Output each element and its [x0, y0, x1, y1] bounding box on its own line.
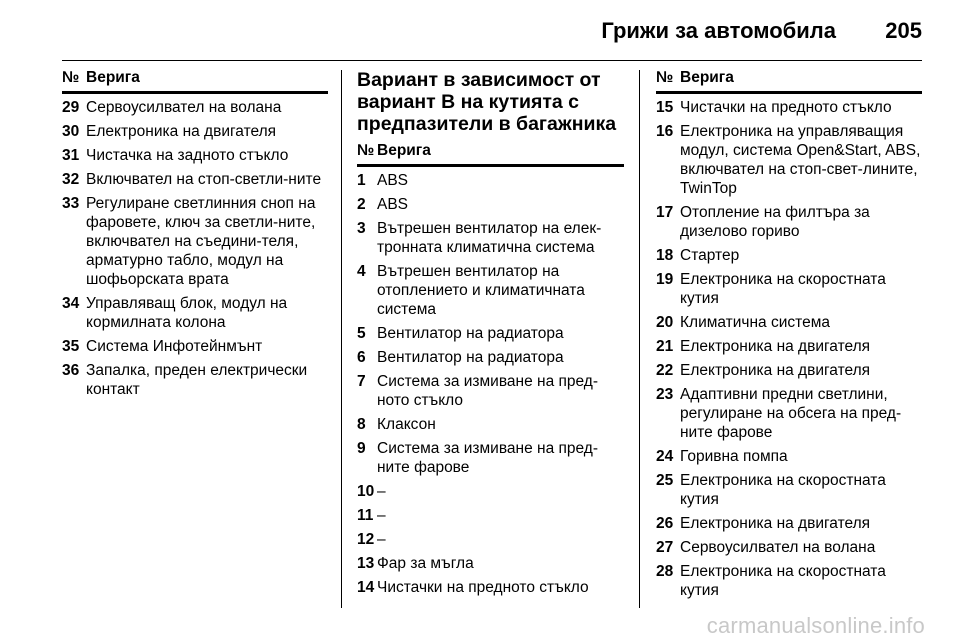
fuse-number: 23: [656, 386, 674, 403]
section-title: Вариант в зависимост от вариант В на кутията с предпазители в багажника: [357, 69, 617, 135]
table-row: [62, 146, 328, 165]
table-row: [656, 122, 922, 198]
table-row: [62, 337, 328, 356]
fuse-number: 19: [656, 271, 674, 288]
header-number: №: [62, 69, 80, 86]
fuse-circuit: Сервоусилвател на волана: [86, 99, 282, 116]
fuse-number: 15: [656, 99, 674, 116]
table-header: [656, 68, 922, 94]
fuse-circuit: Вентилатор на радиатора: [377, 325, 564, 342]
fuse-circuit: Електроника на двигателя: [680, 338, 871, 355]
fuse-number: 12: [357, 531, 375, 548]
fuse-circuit: ABS: [377, 172, 409, 189]
fuse-number: 25: [656, 472, 674, 489]
table-row: [62, 122, 328, 141]
table-body: [62, 98, 328, 399]
fuse-number: 7: [357, 373, 366, 390]
header-circuit: Верига: [86, 69, 140, 86]
fuse-number: 21: [656, 338, 674, 355]
table-row: [357, 372, 624, 410]
fuse-number: 17: [656, 204, 674, 221]
fuse-circuit: Управляващ блок, модул на кормилната колона: [86, 295, 288, 331]
fuse-circuit: Горивна помпа: [680, 448, 788, 465]
table-row: [357, 219, 624, 257]
fuse-number: 26: [656, 515, 674, 532]
table-row: [656, 337, 922, 356]
watermark: carmanualsonline.info: [706, 613, 925, 638]
table-row: [357, 439, 624, 477]
fuse-circuit: Фар за мъгла: [377, 555, 474, 572]
fuse-circuit: Система за измиване на пред-ните фарове: [377, 440, 598, 476]
table-row: [357, 195, 624, 214]
fuse-number: 34: [62, 295, 80, 312]
table-body: [656, 98, 922, 600]
table-row: [656, 514, 922, 533]
fuse-circuit: Система Инфотейнмънт: [86, 338, 263, 355]
fuse-number: 9: [357, 440, 366, 457]
table-row: [656, 538, 922, 557]
fuse-number: 32: [62, 171, 80, 188]
table-row: [656, 385, 922, 442]
fuse-circuit: Електроника на скоростната кутия: [680, 563, 886, 599]
fuse-circuit: Чистачка на задното стъкло: [86, 147, 289, 164]
fuse-number: 31: [62, 147, 80, 164]
table-header: [357, 141, 624, 167]
fuse-circuit: Отопление на филтъра за дизелово гориво: [680, 204, 870, 240]
fuse-circuit: –: [377, 507, 386, 524]
table-row: [656, 361, 922, 380]
fuse-circuit: Включвател на стоп-светли-ните: [86, 171, 322, 188]
fuse-number: 18: [656, 247, 674, 264]
header-number: №: [357, 142, 375, 159]
page-title: Грижи за автомобила: [601, 18, 836, 43]
fuse-number: 29: [62, 99, 80, 116]
fuse-circuit: Регулиране светлинния сноп на фаровете, ключ за светли-ните, включвател на съедини-теля, арматурно табло, модул на шофьорската врата: [86, 195, 316, 288]
fuse-number: 33: [62, 195, 80, 212]
fuse-number: 13: [357, 555, 375, 572]
fuse-number: 27: [656, 539, 674, 556]
fuse-circuit: Електроника на скоростната кутия: [680, 271, 886, 307]
fuse-table-right: [656, 68, 922, 605]
table-row: [357, 171, 624, 190]
fuse-number: 36: [62, 362, 80, 379]
table-row: [656, 203, 922, 241]
fuse-number: 30: [62, 123, 80, 140]
table-row: [656, 313, 922, 332]
fuse-circuit: –: [377, 483, 386, 500]
column-divider: [341, 70, 342, 608]
column-divider: [639, 70, 640, 608]
fuse-number: 14: [357, 579, 375, 596]
fuse-circuit: Чистачки на предното стъкло: [680, 99, 892, 116]
page-header: [62, 12, 922, 61]
fuse-circuit: Вътрешен вентилатор на отоплението и климатичната система: [377, 263, 585, 318]
table-row: [357, 262, 624, 319]
fuse-circuit: Електроника на двигателя: [680, 515, 871, 532]
table-row: [357, 554, 624, 573]
table-row: [357, 482, 624, 501]
fuse-number: 3: [357, 220, 366, 237]
header-circuit: Верига: [680, 69, 734, 86]
table-row: [357, 578, 624, 597]
table-row: [656, 471, 922, 509]
table-row: [656, 562, 922, 600]
fuse-number: 16: [656, 123, 674, 140]
table-row: [62, 361, 328, 399]
fuse-circuit: Електроника на скоростната кутия: [680, 472, 886, 508]
fuse-number: 4: [357, 263, 366, 280]
fuse-number: 10: [357, 483, 375, 500]
table-row: [357, 530, 624, 549]
fuse-number: 24: [656, 448, 674, 465]
fuse-circuit: Клаксон: [377, 416, 436, 433]
fuse-circuit: Вентилатор на радиатора: [377, 349, 564, 366]
table-row: [62, 170, 328, 189]
fuse-number: 28: [656, 563, 674, 580]
fuse-number: 2: [357, 196, 366, 213]
fuse-circuit: Електроника на двигателя: [680, 362, 871, 379]
fuse-circuit: Стартер: [680, 247, 740, 264]
table-row: [656, 447, 922, 466]
fuse-circuit: Система за измиване на пред-ното стъкло: [377, 373, 598, 409]
table-row: [357, 348, 624, 367]
fuse-circuit: Адаптивни предни светлини, регулиране на обсега на пред-ните фарове: [680, 386, 902, 441]
table-body: [357, 171, 624, 597]
fuse-number: 35: [62, 338, 80, 355]
table-header: [62, 68, 328, 94]
table-row: [656, 246, 922, 265]
fuse-circuit: Сервоусилвател на волана: [680, 539, 876, 556]
fuse-number: 1: [357, 172, 366, 189]
fuse-circuit: Запалка, преден електрически контакт: [86, 362, 308, 398]
fuse-table-left: [62, 68, 328, 404]
fuse-circuit: Електроника на двигателя: [86, 123, 277, 140]
fuse-number: 11: [357, 507, 374, 524]
header-number: №: [656, 69, 674, 86]
fuse-number: 6: [357, 349, 366, 366]
fuse-circuit: –: [377, 531, 386, 548]
table-row: [62, 98, 328, 117]
header-circuit: Верига: [377, 142, 431, 159]
fuse-circuit: Чистачки на предното стъкло: [377, 579, 589, 596]
table-row: [656, 98, 922, 117]
table-row: [357, 324, 624, 343]
table-row: [62, 194, 328, 289]
fuse-circuit: Вътрешен вентилатор на елек-тронната климатична система: [377, 220, 602, 256]
fuse-circuit: Електроника на управляващия модул, система Open&Start, ABS, включвател на стоп-свет-лините, TwinTop: [680, 123, 921, 197]
table-row: [357, 415, 624, 434]
table-row: [62, 294, 328, 332]
table-row: [656, 270, 922, 308]
table-row: [357, 506, 624, 525]
fuse-number: 5: [357, 325, 366, 342]
fuse-circuit: Климатична система: [680, 314, 830, 331]
page-number: 205: [885, 18, 922, 43]
fuse-number: 8: [357, 416, 366, 433]
fuse-circuit: ABS: [377, 196, 409, 213]
fuse-table-middle: [357, 68, 624, 602]
fuse-number: 20: [656, 314, 674, 331]
fuse-number: 22: [656, 362, 674, 379]
